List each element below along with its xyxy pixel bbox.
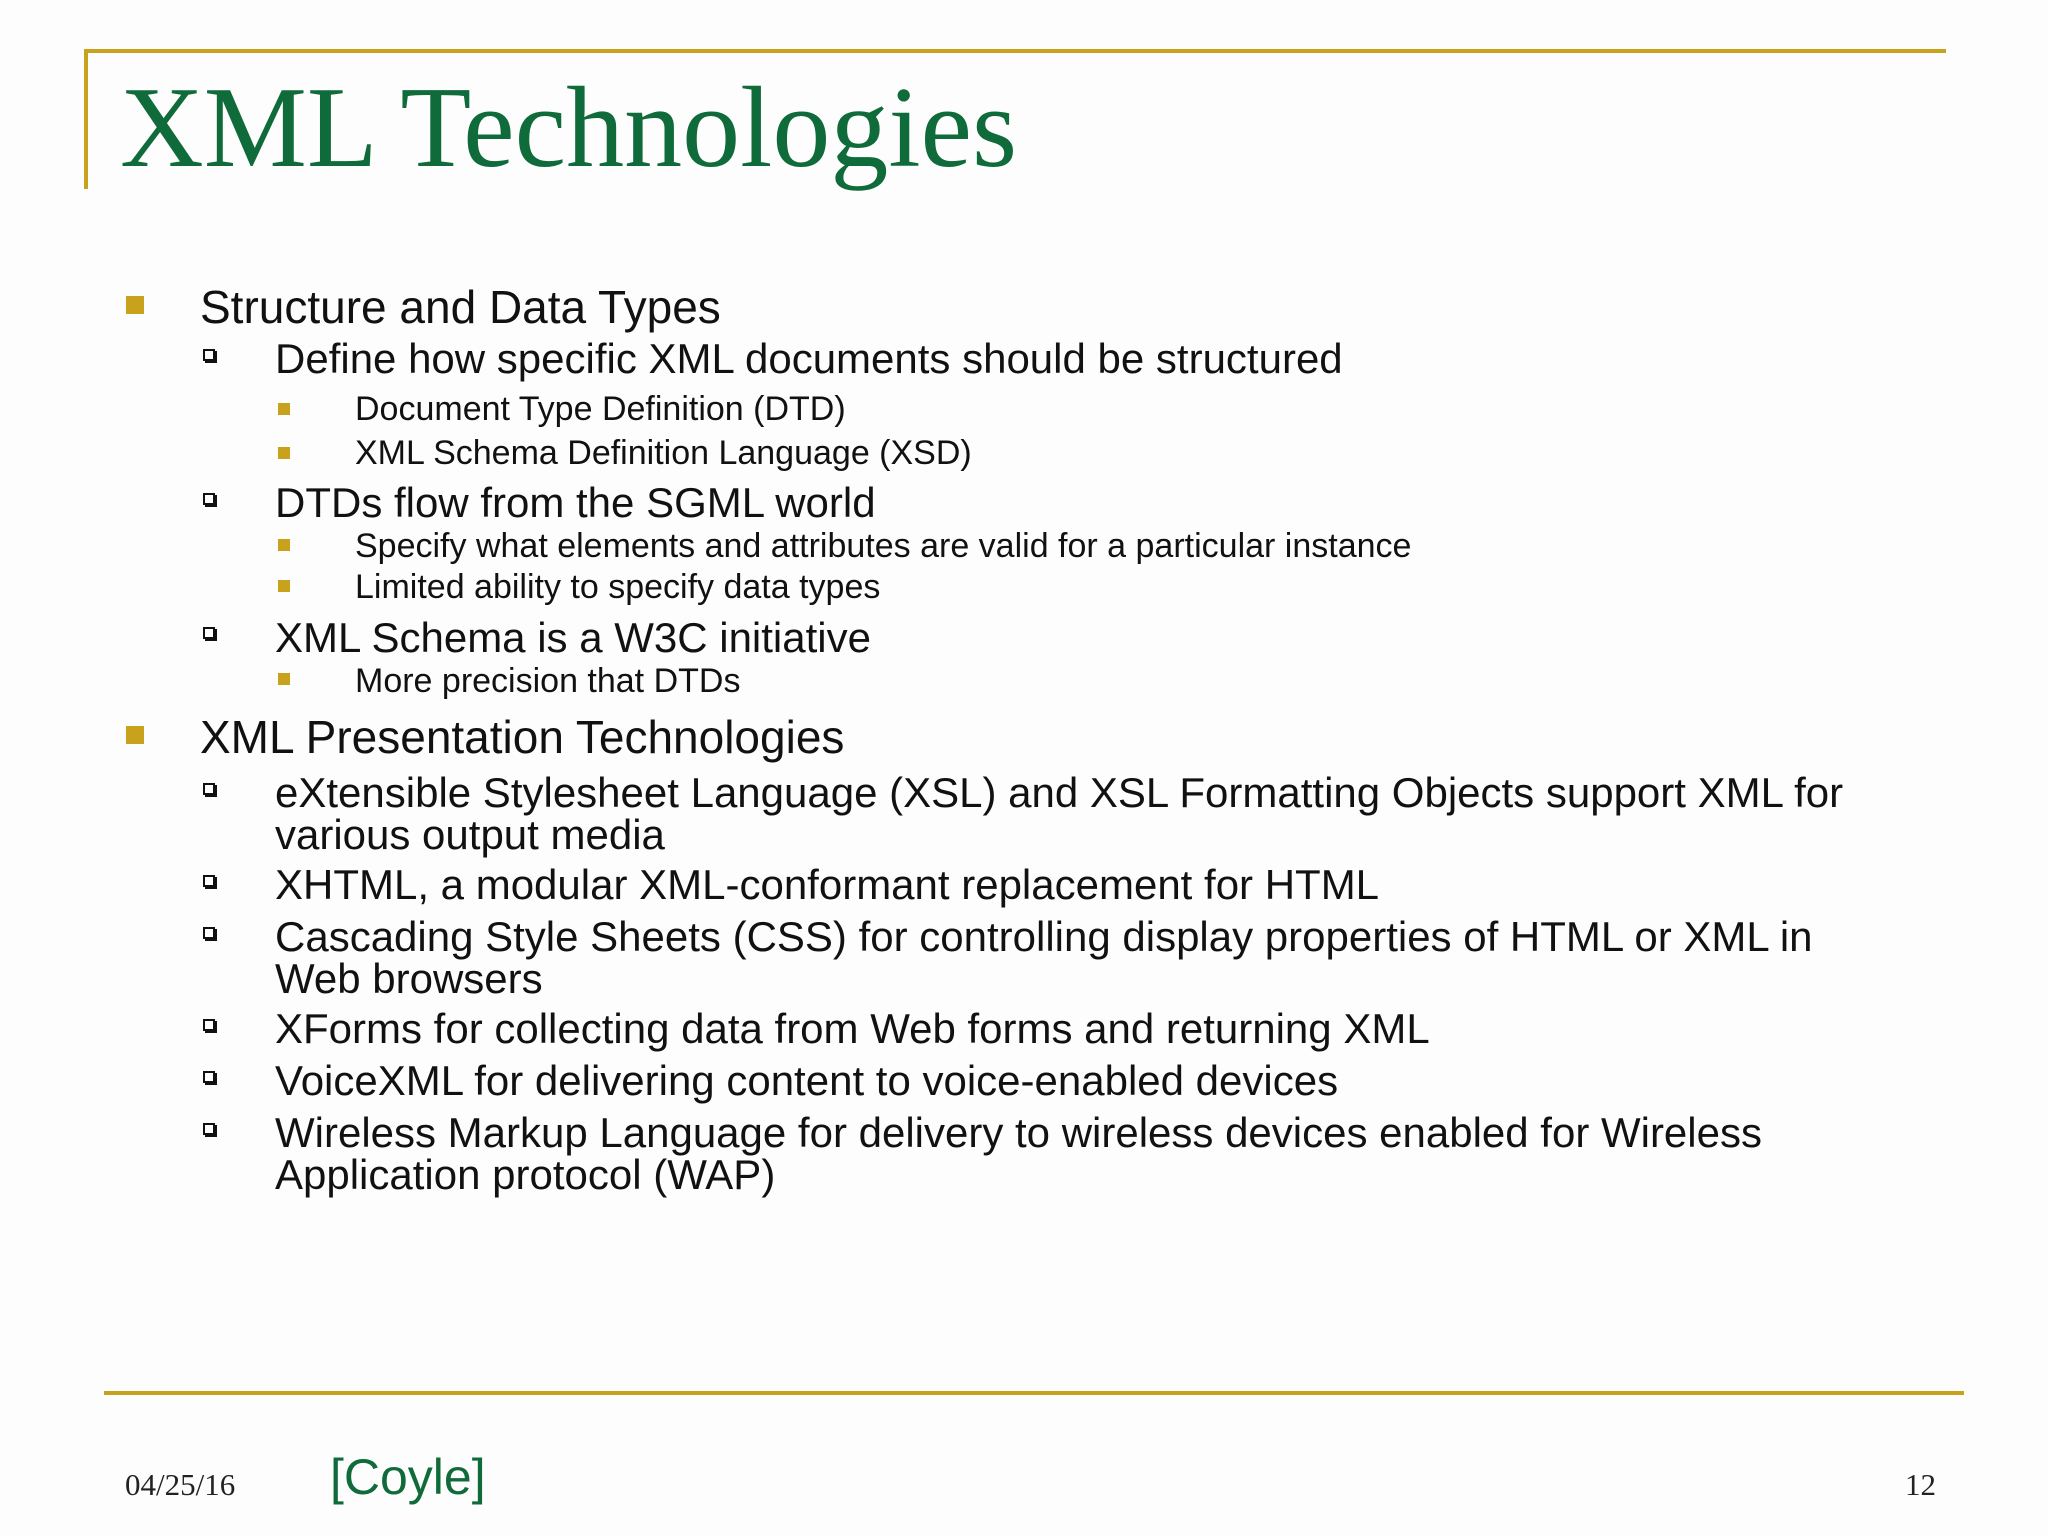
level3-bullet (278, 403, 290, 415)
level2-bullet (203, 927, 215, 939)
level2-item-line: Cascading Style Sheets (CSS) for controlling display properties of HTML or XML in (275, 913, 1813, 960)
level2-item: XForms for collecting data from Web forms and returning XML (275, 1005, 1430, 1052)
level2-item: DTDs flow from the SGML world (275, 479, 876, 526)
footer-citation: [Coyle] (330, 1449, 486, 1505)
level1-item: XML Presentation Technologies (200, 711, 845, 763)
level2-bullet (203, 493, 215, 505)
level2-item-line: Application protocol (WAP) (275, 1151, 776, 1198)
level2-item-line: Web browsers (275, 955, 543, 1002)
level2-bullet (203, 875, 215, 887)
level3-item: Specify what elements and attributes are valid for a particular instance (355, 527, 1412, 565)
level1-bullet (126, 296, 144, 314)
footer-date: 04/25/16 (125, 1467, 236, 1502)
level3-bullet (278, 539, 290, 551)
level2-bullet (203, 1123, 215, 1135)
level2-item: VoiceXML for delivering content to voice-enabled devices (275, 1057, 1339, 1104)
level3-bullet (278, 447, 290, 459)
level2-item: Define how specific XML documents should be structured (275, 335, 1343, 382)
level2-bullet (203, 783, 215, 795)
level3-item: Document Type Definition (DTD) (355, 390, 846, 428)
page-number: 12 (1905, 1467, 1936, 1502)
level2-bullet (203, 627, 215, 639)
level2-bullet (203, 349, 215, 361)
level1-item: Structure and Data Types (200, 281, 721, 333)
level3-item: XML Schema Definition Language (XSD) (355, 434, 972, 472)
level2-bullet (203, 1019, 215, 1031)
level2-item-line: various output media (275, 811, 665, 858)
level3-bullet (278, 673, 290, 685)
level3-bullet (278, 580, 290, 592)
level1-bullet (126, 726, 144, 744)
level2-item: XHTML, a modular XML-conformant replacement for HTML (275, 861, 1380, 908)
bottom-rule (104, 1391, 1964, 1395)
level2-bullet (203, 1071, 215, 1083)
level2-item: XML Schema is a W3C initiative (275, 614, 871, 661)
level2-item-line: eXtensible Stylesheet Language (XSL) and XSL Formatting Objects support XML for (275, 769, 1844, 816)
slide-title: XML Technologies (120, 64, 1018, 192)
level3-item: Limited ability to specify data types (355, 568, 881, 606)
level2-item-line: Wireless Markup Language for delivery to wireless devices enabled for Wireless (275, 1109, 1762, 1156)
level3-item: More precision that DTDs (355, 662, 741, 700)
